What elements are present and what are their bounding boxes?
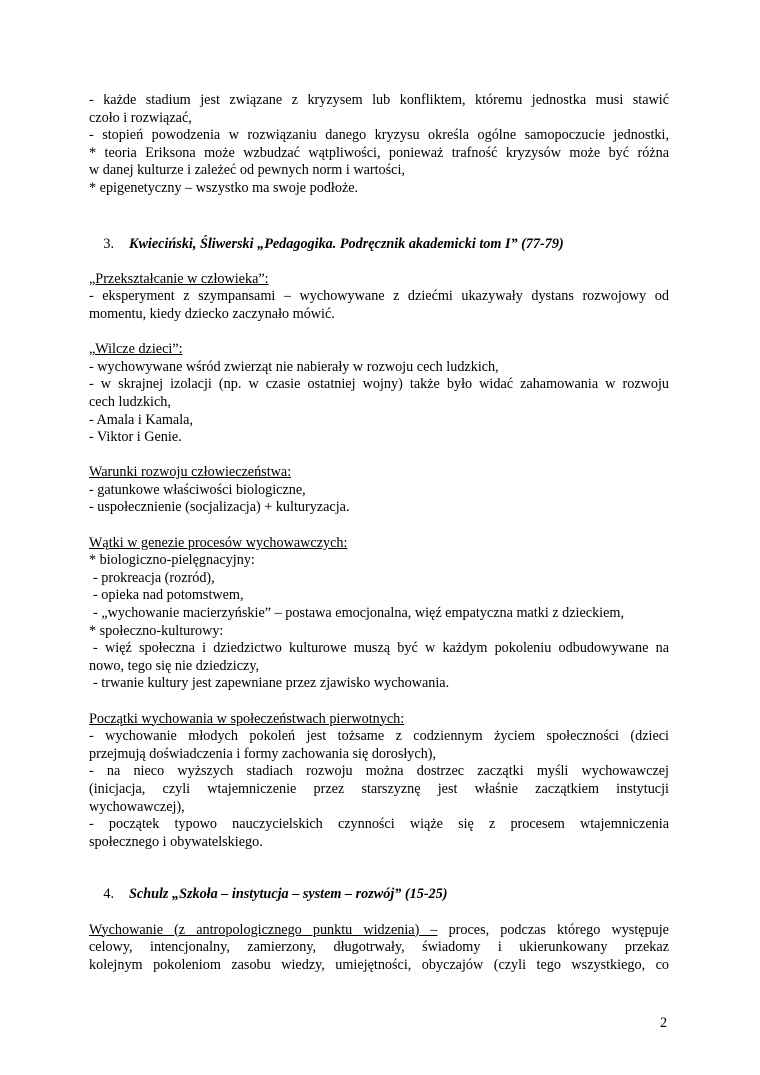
text-line: * biologiczno-pielęgnacyjny: [89,552,255,569]
text-line: społecznego i obywatelskiego. [89,833,263,850]
section-4-heading [89,886,669,904]
text-line: (inicjacja, czyli wtajemniczenie przez starszyznę jest właśnie zaczątkiem instytucji [89,780,669,797]
text-line: - więź społeczna i dziedzictwo kulturowe muszą być w każdym pokoleniu odbudowywane na [93,640,669,657]
text-line: nowo, tego się nie dziedziczy, [89,657,260,674]
text-line: - wychowywane wśród zwierząt nie nabierały w rozwoju cech ludzkich, [89,358,499,375]
text-line: celowy, intencjonalny, zamierzony, długotrwały, świadomy i ukierunkowany przekaz [89,939,669,956]
text-line: - każde stadium jest związane z kryzysem lub konfliktem, któremu jednostka musi stawić [89,92,669,108]
text-line: - eksperyment z szympansami – wychowywane z dziećmi ukazywały dystans rozwojowy od [89,288,669,305]
text-line: * epigenetyczny – wszystko ma swoje podłoże. [89,179,359,196]
block-title: Początki wychowania w społeczeństwach pierwotnych: [89,710,405,727]
text-line: - prokreacja (rozród), [93,569,215,586]
section-4-title: Schulz „Szkoła – instytucja – system – rozwój” (15-25) [129,886,448,903]
block-title: Warunki rozwoju człowieczeństwa: [89,464,292,481]
term-definition: Wychowanie (z antropologicznego punktu widzenia) – [89,921,438,938]
text-line: kolejnym pokoleniom zasobu wiedzy, umiejętności, obyczajów (czyli tego wszystkiego, co [89,956,669,973]
block-przeksztalcanie [89,271,669,324]
text-line: * teoria Eriksona może wzbudzać wątpliwości, ponieważ trafność kryzysów może być różna [89,144,669,161]
block-title: Wątki w genezie procesów wychowawczych: [89,534,348,551]
text-line: - w skrajnej izolacji (np. w czasie ostatniej wojny) także było widać zahamowania w rozwoju [89,376,669,393]
text-line: - gatunkowe właściwości biologiczne, [89,481,306,498]
text-line: - „wychowanie macierzyńskie” – postawa emocjonalna, więź empatyczna matki z dzieckiem, [93,605,625,622]
text-line: czoło i rozwiązać, [89,109,192,126]
text-line [89,922,669,940]
block-title: „Wilcze dzieci”: [89,341,183,358]
block-watki [89,535,669,693]
text-line: - uspołecznienie (socjalizacja) + kulturyzacja. [89,499,350,516]
text-line: - trwanie kultury jest zapewniane przez zjawisko wychowania. [93,675,450,692]
section-4-number: 4. [103,886,114,903]
page-number: 2 [660,1015,668,1031]
block-poczatki [89,711,669,852]
text-line: - Viktor i Genie. [89,429,182,446]
section-3-title: Kwieciński, Śliwerski „Pedagogika. Podręcznik akademicki tom I” (77-79) [129,235,564,252]
text-line: przejmują doświadczenia i formy zachowania się dorosłych), [89,745,437,762]
page-content [89,92,669,974]
block-wilcze-dzieci [89,341,669,447]
section-3-number: 3. [103,235,114,252]
text-line: - wychowanie młodych pokoleń jest tożsame z codziennym życiem społeczności (dzieci [89,728,669,745]
text-line: w danej kulturze i zależeć od pewnych norm i wartości, [89,162,405,179]
text-line: - stopień powodzenia w rozwiązaniu danego kryzysu określa ogólne samopoczucie jednostki, [89,127,669,144]
text-line: - początek typowo nauczycielskich czynności wiąże się z procesem wtajemniczenia [89,816,669,833]
text-line: wychowawczej), [89,798,185,815]
block-title: „Przekształcanie w człowieka”: [89,270,269,287]
text-line: - Amala i Kamala, [89,411,194,428]
text-line: cech ludzkich, [89,393,171,410]
block-wychowanie [89,922,669,975]
text-line: * społeczno-kulturowy: [89,622,224,639]
text-line: - opieka nad potomstwem, [93,587,244,604]
section-3-heading [89,236,669,254]
text-span: proces, podczas którego występuje [448,921,669,938]
text-line: - na nieco wyższych stadiach rozwoju można dostrzec zaczątki myśli wychowawczej [89,763,669,780]
intro-block [89,92,669,198]
block-warunki [89,464,669,517]
text-line: momentu, kiedy dziecko zaczynało mówić. [89,305,335,322]
